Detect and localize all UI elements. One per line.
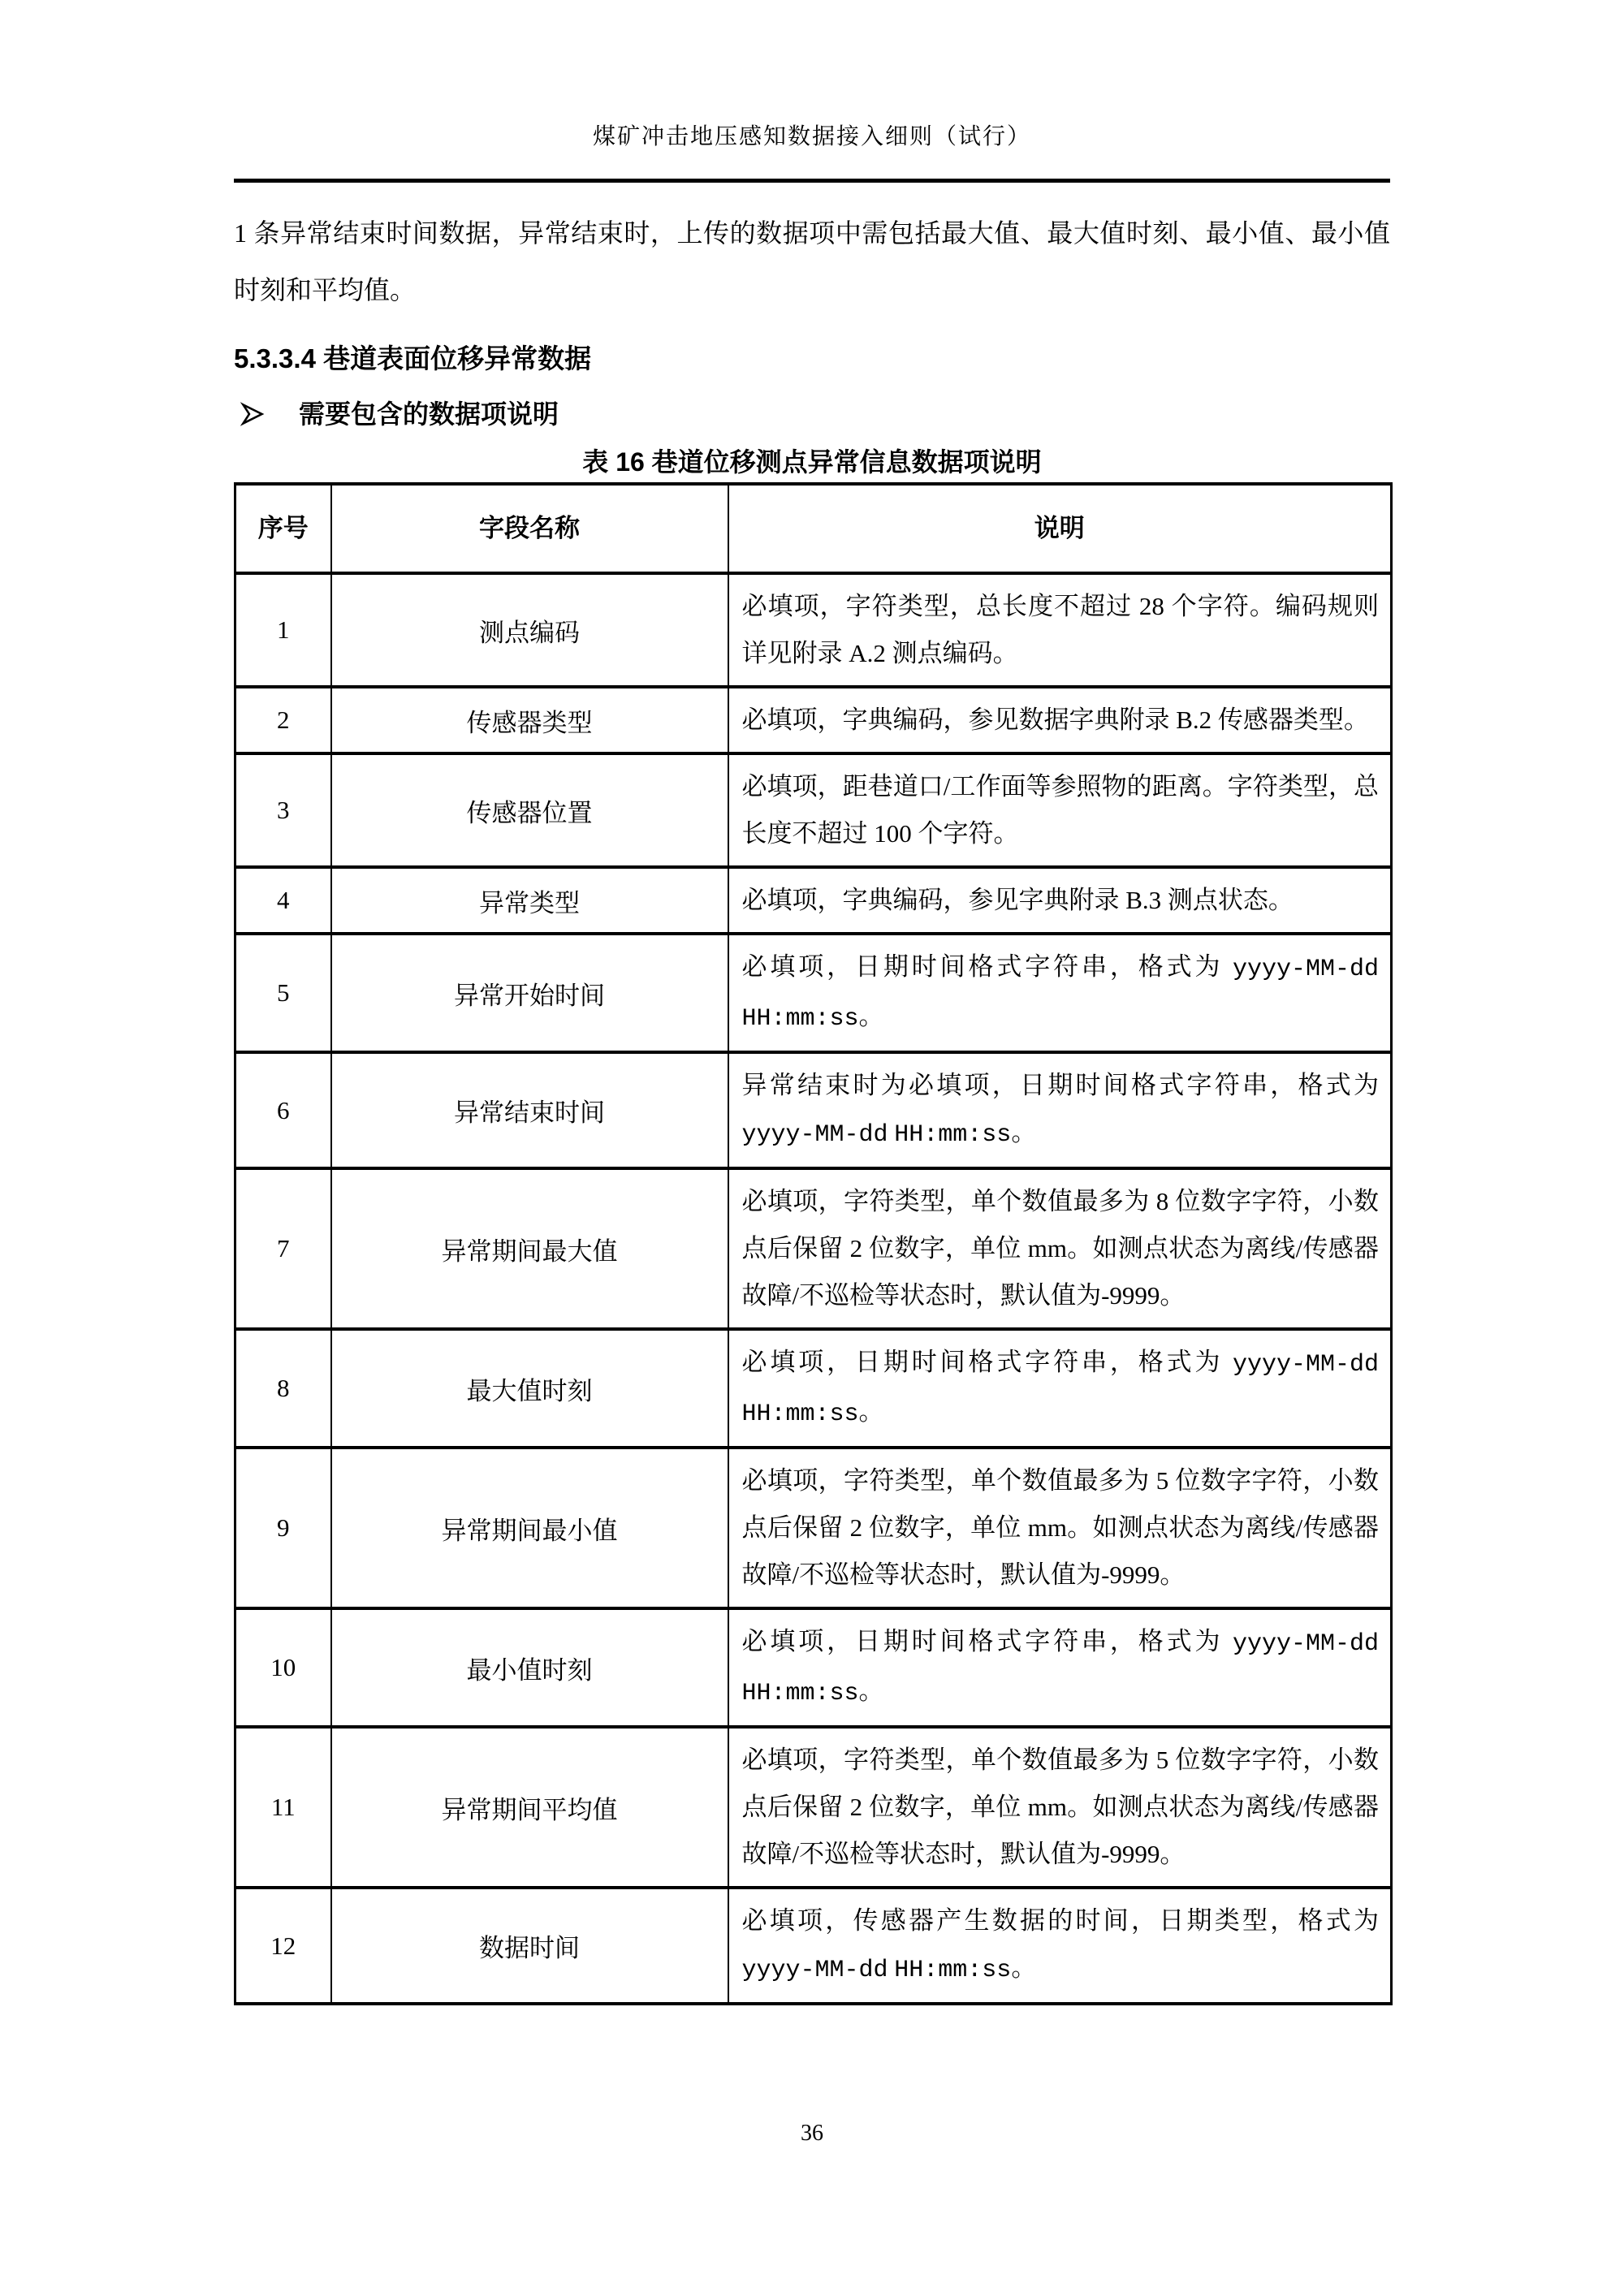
header-rule — [234, 179, 1390, 183]
description-cell: 必填项，字符类型，单个数值最多为 8 位数字字符，小数点后保留 2 位数字，单位 mm。如测点状态为离线/传感器故障/不巡检等状态时，默认值为-9999。 — [728, 1168, 1392, 1329]
description-cell: 必填项，日期时间格式字符串，格式为 yyyy-MM-dd HH:mm:ss。 — [728, 1608, 1392, 1727]
description-cell: 必填项，传感器产生数据的时间，日期类型，格式为 yyyy-MM-dd HH:mm:ss。 — [728, 1888, 1392, 2004]
data-table — [234, 482, 1393, 2005]
row-number-cell: 1 — [235, 573, 331, 687]
description-cell: 必填项，日期时间格式字符串，格式为 yyyy-MM-dd HH:mm:ss。 — [728, 934, 1392, 1052]
row-number-cell: 2 — [235, 687, 331, 753]
description-cell: 异常结束时为必填项，日期时间格式字符串，格式为 yyyy-MM-dd HH:mm:ss。 — [728, 1052, 1392, 1168]
row-number-cell: 9 — [235, 1448, 331, 1608]
bullet-label: 需要包含的数据项说明 — [299, 399, 559, 429]
table-row — [235, 867, 1392, 934]
row-number-cell: 8 — [235, 1329, 331, 1448]
description-cell: 必填项，字符类型，单个数值最多为 5 位数字字符，小数点后保留 2 位数字，单位 mm。如测点状态为离线/传感器故障/不巡检等状态时，默认值为-9999。 — [728, 1727, 1392, 1888]
page-content — [234, 205, 1390, 2005]
row-number-cell: 4 — [235, 867, 331, 934]
table-row — [235, 1727, 1392, 1888]
table-header-row — [235, 484, 1392, 573]
table-row — [235, 1168, 1392, 1329]
description-cell: 必填项，字典编码，参见数据字典附录 B.2 传感器类型。 — [728, 687, 1392, 753]
intro-paragraph: 1 条异常结束时间数据，异常结束时，上传的数据项中需包括最大值、最大值时刻、最小值、最小值时刻和平均值。 — [234, 218, 1390, 304]
description-cell: 必填项，字符类型，单个数值最多为 5 位数字字符，小数点后保留 2 位数字，单位 mm。如测点状态为离线/传感器故障/不巡检等状态时，默认值为-9999。 — [728, 1448, 1392, 1608]
field-name-cell: 异常期间最小值 — [331, 1448, 728, 1608]
row-number-cell: 10 — [235, 1608, 331, 1727]
field-name-cell: 测点编码 — [331, 573, 728, 687]
description-cell: 必填项，字典编码，参见字典附录 B.3 测点状态。 — [728, 867, 1392, 934]
running-header: 煤矿冲击地压感知数据接入细则（试行） — [592, 124, 1031, 149]
row-number-cell: 6 — [235, 1052, 331, 1168]
field-name-cell: 异常期间平均值 — [331, 1727, 728, 1888]
table-row — [235, 753, 1392, 867]
table-row — [235, 1329, 1392, 1448]
row-number-cell: 7 — [235, 1168, 331, 1329]
section-heading: 5.3.3.4 巷道表面位移异常数据 — [234, 343, 592, 373]
col-header-desc: 说明 — [728, 484, 1392, 573]
description-cell: 必填项，字符类型，总长度不超过 28 个字符。编码规则详见附录 A.2 测点编码。 — [728, 573, 1392, 687]
description-cell: 必填项，距巷道口/工作面等参照物的距离。字符类型，总长度不超过 100 个字符。 — [728, 753, 1392, 867]
table-row — [235, 1608, 1392, 1727]
row-number-cell: 12 — [235, 1888, 331, 2004]
table-row — [235, 1448, 1392, 1608]
col-header-no: 序号 — [235, 484, 331, 573]
field-name-cell: 异常类型 — [331, 867, 728, 934]
table-row — [235, 1888, 1392, 2004]
field-name-cell: 传感器位置 — [331, 753, 728, 867]
bullet-item — [234, 386, 1390, 442]
table-row — [235, 1052, 1392, 1168]
field-name-cell: 异常期间最大值 — [331, 1168, 728, 1329]
col-header-field: 字段名称 — [331, 484, 728, 573]
field-name-cell: 最大值时刻 — [331, 1329, 728, 1448]
field-name-cell: 数据时间 — [331, 1888, 728, 2004]
field-name-cell: 异常开始时间 — [331, 934, 728, 1052]
field-name-cell: 传感器类型 — [331, 687, 728, 753]
page-number: 36 — [801, 2121, 823, 2146]
table-row — [235, 573, 1392, 687]
field-name-cell: 异常结束时间 — [331, 1052, 728, 1168]
row-number-cell: 3 — [235, 753, 331, 867]
row-number-cell: 5 — [235, 934, 331, 1052]
field-name-cell: 最小值时刻 — [331, 1608, 728, 1727]
arrowhead-right-icon — [240, 402, 265, 426]
table-row — [235, 934, 1392, 1052]
table-header — [235, 484, 1392, 573]
table-body — [235, 573, 1392, 2004]
description-cell: 必填项，日期时间格式字符串，格式为 yyyy-MM-dd HH:mm:ss。 — [728, 1329, 1392, 1448]
row-number-cell: 11 — [235, 1727, 331, 1888]
table-caption: 表 16 巷道位移测点异常信息数据项说明 — [582, 447, 1042, 477]
table-row — [235, 687, 1392, 753]
